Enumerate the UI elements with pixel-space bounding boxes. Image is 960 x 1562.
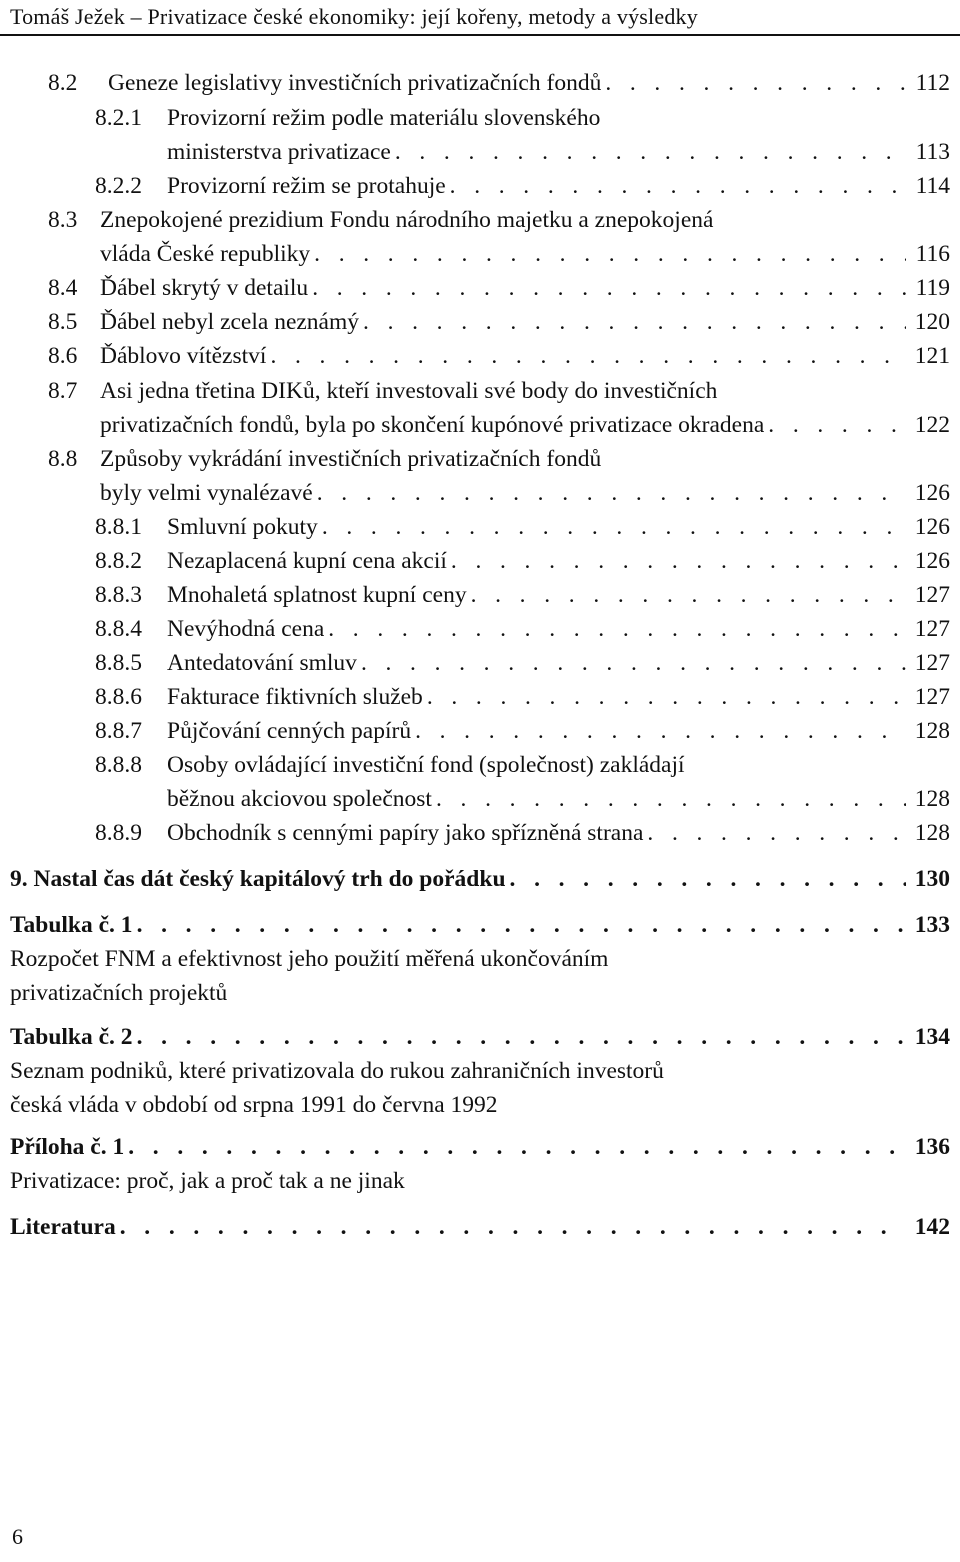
- dot-leader: [768, 408, 908, 442]
- toc-entry-8-5: [48, 305, 950, 339]
- toc-entry-8-3: [48, 203, 950, 237]
- toc-number: 8.8.9: [95, 820, 142, 846]
- toc-page: 126: [914, 514, 950, 540]
- toc-page: 130: [914, 866, 950, 892]
- page-number: 6: [12, 1524, 23, 1549]
- toc-entry-8-2-2: [95, 169, 950, 203]
- dot-leader: [312, 271, 906, 305]
- toc-page: 116: [915, 241, 950, 267]
- toc-description: Privatizace: proč, jak a proč tak a ne jinak: [10, 1168, 405, 1194]
- toc-description: Seznam podniků, které privatizovala do rukou zahraničních investorů: [10, 1058, 664, 1084]
- toc-page: 126: [914, 480, 950, 506]
- dot-leader: [137, 1020, 906, 1054]
- toc-number: 8.8.1: [95, 514, 142, 540]
- toc-title: Literatura: [10, 1214, 116, 1240]
- toc-number: 8.8.2: [95, 548, 142, 574]
- toc-title: Geneze legislativy investičních privatizačních fondů: [108, 70, 602, 96]
- toc-entry-8-2-1-cont: [167, 135, 950, 169]
- dot-leader: [471, 578, 906, 612]
- dot-leader: [605, 66, 906, 100]
- toc-number: 8.8.3: [95, 582, 142, 608]
- toc-page: 120: [914, 309, 950, 335]
- toc-page: 136: [914, 1134, 950, 1160]
- toc-page: 128: [914, 786, 950, 812]
- toc-page: 134: [914, 1024, 950, 1050]
- toc-entry-8-3-cont: [100, 237, 950, 271]
- toc-title-line1: Způsoby vykrádání investičních privatizačních fondů: [100, 446, 602, 472]
- toc-title: Ďábel skrytý v detailu: [100, 275, 309, 301]
- toc-title: Obchodník s cennými papíry jako spřízněná strana: [167, 820, 644, 846]
- dot-leader: [436, 782, 906, 816]
- toc-number: 8.7: [48, 378, 78, 404]
- dot-leader: [647, 816, 906, 850]
- toc-number: 8.8.4: [95, 616, 142, 642]
- toc-description: privatizačních projektů: [10, 980, 228, 1006]
- toc-entry-8-8-5: [95, 646, 950, 680]
- toc-entry-8-8-9: [95, 816, 950, 850]
- toc-title-line2: ministerstva privatizace: [167, 139, 391, 165]
- dot-leader: [361, 646, 906, 680]
- toc-page: 128: [914, 718, 950, 744]
- dot-leader: [450, 169, 906, 203]
- toc-entry-8-4: [48, 271, 950, 305]
- toc-number: 8.8.5: [95, 650, 142, 676]
- toc-number: 8.8.6: [95, 684, 142, 710]
- toc-title: Fakturace fiktivních služeb: [167, 684, 423, 710]
- toc-entry-8-8-4: [95, 612, 950, 646]
- toc-page: 121: [914, 343, 950, 369]
- toc-page: 114: [915, 173, 950, 199]
- dot-leader: [128, 1130, 906, 1164]
- running-header: Tomáš Ježek – Privatizace české ekonomiky: její kořeny, metody a výsledky: [10, 4, 698, 29]
- dot-leader: [363, 305, 906, 339]
- toc-description: Rozpočet FNM a efektivnost jeho použití měřená ukončováním: [10, 946, 609, 972]
- toc-title: Nevýhodná cena: [167, 616, 325, 642]
- toc-title-line2: vláda České republiky: [100, 241, 311, 267]
- dot-leader: [395, 135, 906, 169]
- toc-title-line1: Provizorní režim podle materiálu slovenského: [167, 105, 601, 131]
- toc-page: 127: [914, 616, 950, 642]
- toc-title: Nezaplacená kupní cena akcií: [167, 548, 447, 574]
- toc-entry-8-2-1: [95, 101, 950, 135]
- toc-title-line1: Asi jedna třetina DIKů, kteří investovali své body do investičních: [100, 378, 718, 404]
- toc-page: 112: [915, 70, 950, 96]
- toc-page: 133: [914, 912, 950, 938]
- toc-page: 142: [914, 1214, 950, 1240]
- toc-entry-8-7-cont: [100, 408, 950, 442]
- toc-number: 8.2: [48, 70, 78, 96]
- toc-title: Tabulka č. 2: [10, 1024, 133, 1050]
- toc-number: 8.6: [48, 343, 78, 369]
- toc-page: 127: [914, 582, 950, 608]
- dot-leader: [137, 908, 906, 942]
- toc-entry-table-2: [10, 1020, 950, 1054]
- toc-number: 8.5: [48, 309, 78, 335]
- toc-entry-8-6: [48, 339, 950, 373]
- dot-leader: [415, 714, 906, 748]
- toc-entry-table-1: [10, 908, 950, 942]
- toc-entry-8-8-cont: [100, 476, 950, 510]
- toc-entry-8-8-7: [95, 714, 950, 748]
- toc-entry-8-8-8-cont: [167, 782, 950, 816]
- toc-entry-literature: [10, 1210, 950, 1244]
- toc-title-line1: Znepokojené prezidium Fondu národního majetku a znepokojená: [100, 207, 714, 233]
- toc-title: Mnohaletá splatnost kupní ceny: [167, 582, 467, 608]
- toc-title-line2: běžnou akciovou společnost: [167, 786, 432, 812]
- toc-entry-8-8-8: [95, 748, 950, 782]
- toc-title: 9. Nastal čas dát český kapitálový trh do pořádku: [10, 866, 506, 892]
- toc-page: 127: [914, 684, 950, 710]
- toc-number: 8.4: [48, 275, 78, 301]
- dot-leader: [314, 237, 906, 271]
- toc-title: Ďáblovo vítězství: [100, 343, 267, 369]
- toc-entry-8-2: [48, 66, 950, 100]
- toc-entry-8-8-3: [95, 578, 950, 612]
- toc-description: česká vláda v období od srpna 1991 do června 1992: [10, 1092, 498, 1118]
- dot-leader: [270, 339, 906, 373]
- toc-title: Tabulka č. 1: [10, 912, 133, 938]
- toc-entry-appendix-1: [10, 1130, 950, 1164]
- toc-entry-8-8: [48, 442, 950, 476]
- toc-entry-8-8-6: [95, 680, 950, 714]
- dot-leader: [451, 544, 906, 578]
- toc-number: 8.8.7: [95, 718, 142, 744]
- toc-title-line2: byly velmi vynalézavé: [100, 480, 313, 506]
- dot-leader: [427, 680, 906, 714]
- toc-entry-8-7: [48, 374, 950, 408]
- dot-leader: [120, 1210, 906, 1244]
- toc-title: Smluvní pokuty: [167, 514, 318, 540]
- toc-entry-chapter-9: [10, 862, 950, 896]
- dot-leader: [317, 476, 906, 510]
- toc-entry-8-8-1: [95, 510, 950, 544]
- dot-leader: [322, 510, 906, 544]
- toc-number: 8.2.1: [95, 105, 142, 131]
- toc-page: 122: [914, 412, 950, 438]
- toc-title: Provizorní režim se protahuje: [167, 173, 446, 199]
- toc-page: 113: [915, 139, 950, 165]
- toc-number: 8.3: [48, 207, 78, 233]
- toc-title-line2: privatizačních fondů, byla po skončení kupónové privatizace okradena: [100, 412, 765, 438]
- toc-page: 128: [914, 820, 950, 846]
- dot-leader: [328, 612, 906, 646]
- header-rule: [0, 34, 960, 36]
- toc-title: Půjčování cenných papírů: [167, 718, 412, 744]
- dot-leader: [510, 862, 906, 896]
- toc-title: Antedatování smluv: [167, 650, 357, 676]
- toc-entry-8-8-2: [95, 544, 950, 578]
- toc-page: 119: [915, 275, 950, 301]
- toc-number: 8.2.2: [95, 173, 142, 199]
- toc-page: 127: [914, 650, 950, 676]
- toc-page: 126: [914, 548, 950, 574]
- toc-number: 8.8.8: [95, 752, 142, 778]
- toc-number: 8.8: [48, 446, 78, 472]
- toc-title-line1: Osoby ovládající investiční fond (společnost) zakládají: [167, 752, 685, 778]
- toc-title: Příloha č. 1: [10, 1134, 125, 1160]
- toc-title: Ďábel nebyl zcela neznámý: [100, 309, 360, 335]
